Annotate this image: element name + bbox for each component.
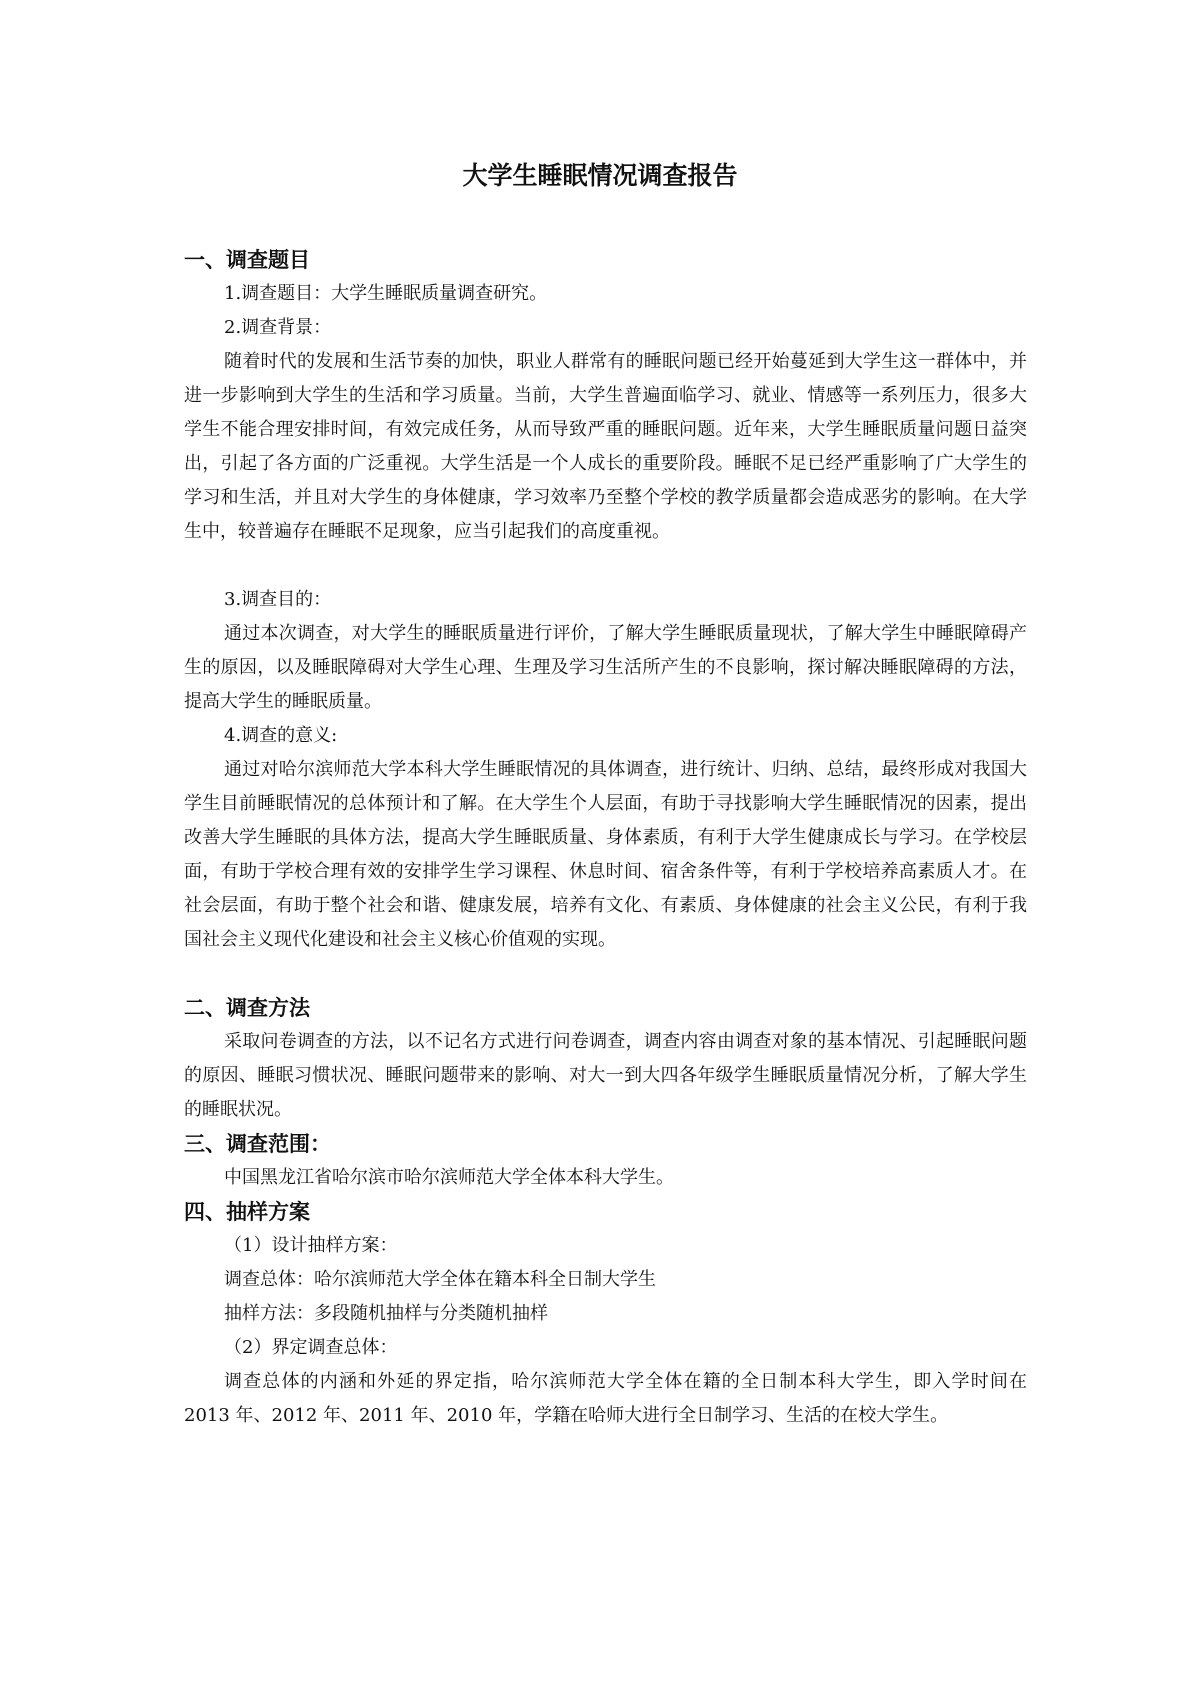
paragraph: （2）界定调查总体： bbox=[224, 1337, 398, 1358]
paragraph: 4.调查的意义: bbox=[224, 725, 338, 746]
paragraph: 1.调查题目：大学生睡眠质量调查研究。 bbox=[224, 283, 548, 304]
paragraph: （1）设计抽样方案： bbox=[224, 1235, 398, 1256]
paragraph: 通过本次调查，对大学生的睡眠质量进行评价，了解大学生睡眠质量现状，了解大学生中睡眠障碍产生的原因，以及睡眠障碍对大学生心理、生理及学习生活所产生的不良影响，探讨解决睡眠障碍的方法，提高大学生的睡眠质量。 bbox=[184, 623, 1027, 712]
section-heading: 二、调查方法 bbox=[184, 996, 310, 1020]
paragraph: 调查总体：哈尔滨师范大学全体在籍本科全日制大学生 bbox=[224, 1269, 656, 1290]
paragraph: 中国黑龙江省哈尔滨市哈尔滨师范大学全体本科大学生。 bbox=[224, 1167, 674, 1188]
document-body bbox=[184, 243, 1027, 1467]
paragraph: 2.调查背景： bbox=[224, 317, 332, 338]
section-heading: 四、抽样方案 bbox=[184, 1200, 310, 1224]
paragraph: 调查总体的内涵和外延的界定指，哈尔滨师范大学全体在籍的全日制本科大学生，即入学时间在 2013 年、2012 年、2011 年、2010 年，学籍在哈师大进行全日制学习、生活的在校大学生。 bbox=[184, 1371, 1027, 1426]
paragraph: 3.调查目的： bbox=[224, 589, 332, 610]
paragraph: 随着时代的发展和生活节奏的加快，职业人群常有的睡眠问题已经开始蔓延到大学生这一群体中，并进一步影响到大学生的生活和学习质量。当前，大学生普遍面临学习、就业、情感等一系列压力，很多大学生不能合理安排时间，有效完成任务，从而导致严重的睡眠问题。近年来，大学生睡眠质量问题日益突出，引起了各方面的广泛重视。大学生活是一个人成长的重要阶段。睡眠不足已经严重影响了广大学生的学习和生活，并且对大学生的身体健康，学习效率乃至整个学校的教学质量都会造成恶劣的影响。在大学生中，较普遍存在睡眠不足现象，应当引起我们的高度重视。 bbox=[184, 351, 1027, 542]
paragraph: 抽样方法：多段随机抽样与分类随机抽样 bbox=[224, 1303, 548, 1324]
paragraph: 通过对哈尔滨师范大学本科大学生睡眠情况的具体调查，进行统计、归纳、总结，最终形成对我国大学生目前睡眠情况的总体预计和了解。在大学生个人层面，有助于寻找影响大学生睡眠情况的因素，提出改善大学生睡眠的具体方法，提高大学生睡眠质量、身体素质，有利于大学生健康成长与学习。在学校层面，有助于学校合理有效的安排学生学习课程、休息时间、宿舍条件等，有利于学校培养高素质人才。在社会层面，有助于整个社会和谐、健康发展，培养有文化、有素质、身体健康的社会主义公民，有利于我国社会主义现代化建设和社会主义核心价值观的实现。 bbox=[184, 759, 1027, 950]
paragraph: 采取问卷调查的方法，以不记名方式进行问卷调查，调查内容由调查对象的基本情况、引起睡眠问题的原因、睡眠习惯状况、睡眠问题带来的影响、对大一到大四各年级学生睡眠质量情况分析，了解大学生的睡眠状况。 bbox=[184, 1031, 1027, 1120]
section-heading: 一、调查题目 bbox=[184, 248, 310, 272]
document-title: 大学生睡眠情况调查报告 bbox=[462, 161, 738, 190]
section-heading: 三、调查范围： bbox=[184, 1132, 331, 1156]
